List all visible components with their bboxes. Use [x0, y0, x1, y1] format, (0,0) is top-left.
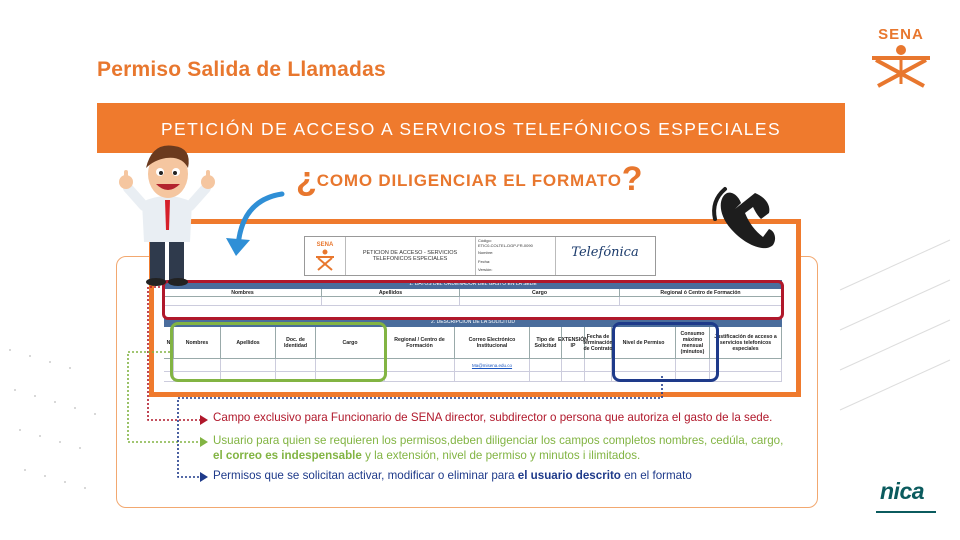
section2-col: Fecha de terminación de Contrato — [585, 327, 612, 359]
note-usuario-text: Usuario para quien se requieren los permisos,deben diligenciar los campos completos nombres, cedúla, cargo, — [213, 434, 784, 447]
note-usuario — [213, 434, 793, 463]
note-permisos-text: Permisos que se solicitan activar, modificar o eliminar para — [213, 469, 518, 482]
form-meta-label-name: Nombre: — [478, 250, 494, 255]
section2-col: Justificación de acceso a servicios telefonicos especiales — [710, 327, 782, 359]
form-meta-label-version: Versión: — [478, 267, 493, 272]
example-email: Ma@misena.edu.co — [455, 359, 530, 372]
section2-col: Nivel de Permiso — [612, 327, 676, 359]
note-usuario-text-2: y la extensión, nivel de permiso y minutos i ilimitados. — [361, 448, 641, 462]
slide-title: Permiso Salida de Llamadas — [97, 58, 386, 81]
section2-col: Doc. de Identidad — [276, 327, 316, 359]
section2-col: Regional / Centro de Formación — [385, 327, 455, 359]
section2-col: EXTENSIÓN IP — [562, 327, 585, 359]
note-permisos — [213, 469, 692, 484]
form-logo-text: SENA — [316, 242, 334, 248]
note-usuario-bold: el correo es indespensable — [213, 448, 362, 462]
partner-logo-text: nica — [880, 478, 925, 504]
section1-col: Nombres — [164, 289, 322, 297]
section2-col: Cargo — [316, 327, 385, 359]
section2-col: Tipo de Solicitud — [530, 327, 562, 359]
form-meta-label-code: Código: — [478, 238, 492, 243]
form-meta-code: ETIC0-COLTEL-DGP-FR-0090 — [478, 243, 533, 248]
form-meta-label-date: Fecha: — [478, 259, 491, 264]
subtitle-close-mark: ? — [621, 160, 643, 198]
section2-col: Consumo máximo mensual (minutos) — [676, 327, 710, 359]
section2-col: N — [164, 327, 174, 359]
subtitle-open-mark: ¿ — [296, 160, 317, 198]
curved-arrow-icon — [220, 190, 290, 260]
section2-col: Correo Electrónico Institucional — [455, 327, 530, 359]
section1-title: 1. DATOS DEL ORDENADOR DEL GASTO EN LA SEDE — [164, 280, 782, 289]
section2-col: Nombres — [174, 327, 221, 359]
form-doc-title: PETICION DE ACCESO - SERVICIOS TELEFONICOS ESPECIALES — [345, 237, 476, 275]
note-permisos-text-2: en el formato — [620, 469, 692, 482]
section1-col: Cargo — [460, 289, 620, 297]
subtitle-text: COMO DILIGENCIAR EL FORMATO — [316, 171, 622, 190]
cartoon-man-illustration — [112, 142, 222, 287]
form-brand: Telefónica — [571, 245, 639, 260]
section1-col: Regional ó Centro de Formación — [620, 289, 782, 297]
phone-icon — [705, 183, 777, 255]
note-ordenador: Campo exclusivo para Funcionario de SENA director, subdirector o persona que autoriza el gasto de la sede. — [213, 411, 773, 424]
section2-col: Apellidos — [221, 327, 276, 359]
sena-logo-text: SENA — [878, 26, 924, 43]
banner-title: PETICIÓN DE ACCESO A SERVICIOS TELEFÓNICOS ESPECIALES — [160, 119, 782, 139]
section2-title: 2. DESCRIPCION DE LA SOLICITUD — [164, 318, 782, 327]
partner-logo-underline — [876, 511, 936, 513]
section1-col: Apellidos — [322, 289, 460, 297]
note-permisos-bold: el usuario descrito — [517, 469, 621, 482]
